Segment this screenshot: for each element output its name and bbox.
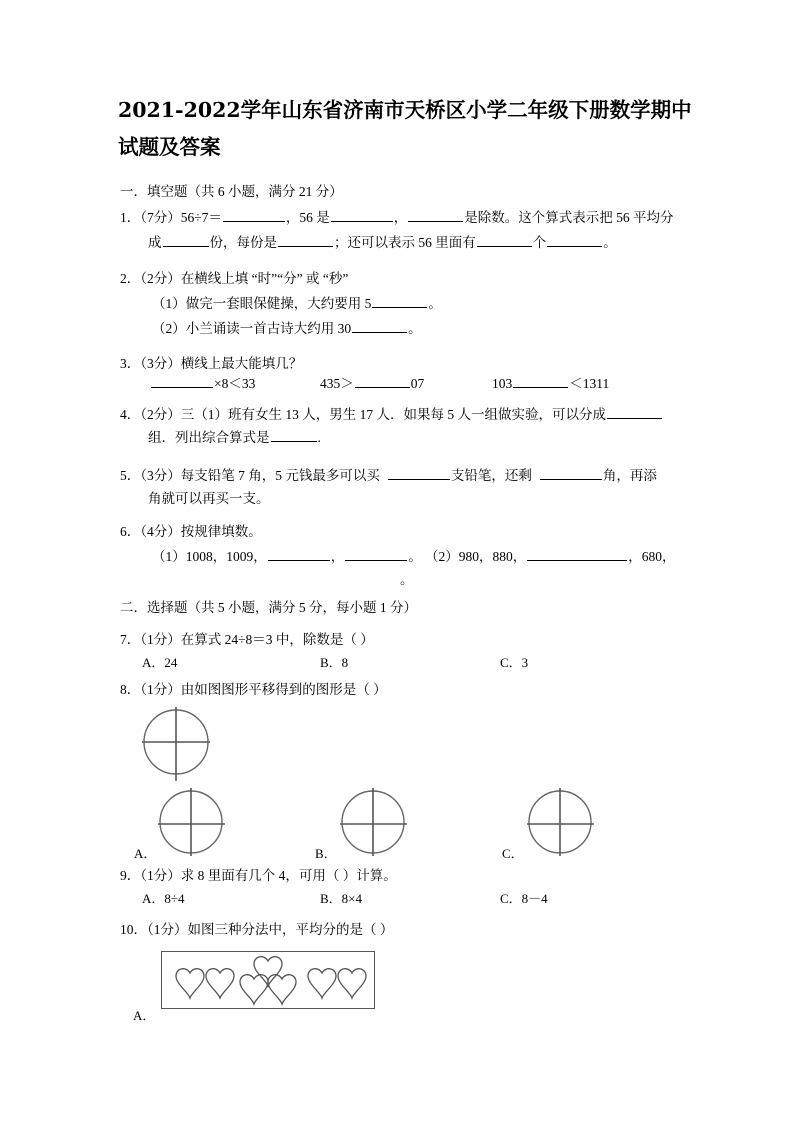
q1-text-i: 。: [603, 235, 617, 250]
q3-blank-2[interactable]: [355, 374, 410, 388]
question-6-sub-2: [425, 545, 676, 568]
question-7-option-c[interactable]: C．3: [500, 655, 529, 670]
q5-blank-2[interactable]: [540, 466, 602, 480]
section-heading-fill-in-blank: 一．填空题（共 6 小题，满分 21 分）: [120, 184, 343, 199]
q6-sub2-a: （2）980，880，: [425, 549, 527, 564]
q3-item2-pre: 435＞: [320, 376, 354, 391]
q6-sub1-a: （1）1008，1009，: [152, 549, 267, 564]
q5-text-c: 角，再添: [602, 468, 657, 483]
circle-cross-icon: [337, 788, 417, 860]
question-10-stem: 10．（1分）如图三种分法中，平均分的是（ ）: [120, 922, 394, 937]
q3-item2-post: 07: [410, 376, 425, 391]
q5-text-b: 支铅笔，还剩: [450, 468, 532, 483]
circle-cross-icon: [138, 705, 224, 785]
q4-text-b: 组．列出综合算式是: [148, 430, 270, 445]
question-8-figure-c[interactable]: [524, 788, 604, 860]
question-7-option-a[interactable]: A．24: [142, 655, 178, 670]
question-8-option-label-b[interactable]: B．: [315, 846, 337, 861]
q1-blank-6[interactable]: [477, 233, 532, 247]
circle-cross-icon: [155, 788, 235, 860]
question-8-figure-a[interactable]: [155, 788, 235, 860]
question-9-stem: 9．（1分）求 8 里面有几个 4，可用（ ）计算。: [120, 868, 397, 883]
heart-groups-figure: [162, 952, 374, 1008]
question-5-line-1: [120, 464, 657, 487]
question-4-line-2: [148, 426, 321, 449]
question-4-line-1: [120, 403, 663, 426]
q6-sub2-b: ，680，: [628, 549, 676, 564]
question-3-item-2: [320, 372, 424, 395]
q6-blank-2[interactable]: [345, 547, 407, 561]
q6-blank-1[interactable]: [268, 547, 330, 561]
question-2-sub-2: [152, 317, 422, 340]
question-10-option-label-a[interactable]: A．: [133, 1008, 156, 1023]
q1-text-e: 成: [148, 235, 162, 250]
question-2-stem: 2．（2分）在横线上填 “时”“分” 或 “秒”: [120, 271, 349, 286]
q4-blank-1[interactable]: [607, 405, 662, 419]
question-8-stem: 8．（1分）由如图图形平移得到的图形是（ ）: [120, 682, 387, 697]
question-3-item-1: [150, 372, 255, 395]
question-8-option-label-a[interactable]: A．: [134, 846, 157, 861]
question-1-line-2: [148, 231, 617, 254]
q1-text-d: 是除数。这个算式表示把 56 平均分: [464, 210, 674, 225]
q1-blank-2[interactable]: [331, 208, 393, 222]
q1-text-g: ；还可以表示 56 里面有: [334, 235, 476, 250]
heart-icon: [206, 969, 234, 998]
q2-sub1-end: 。: [428, 296, 442, 311]
q2-sub1-text: （1）做完一套眼保健操，大约要用 5: [152, 296, 372, 311]
page-title: 2021-2022学年山东省济南市天桥区小学二年级下册数学期中试题及答案: [118, 98, 692, 159]
question-7-stem: 7．（1分）在算式 24÷8＝3 中，除数是（ ）: [120, 632, 374, 647]
q3-item3-pre: 103: [492, 376, 513, 391]
q1-text-a: 1．（7分）56÷7＝: [120, 210, 222, 225]
question-10-figure-box[interactable]: [161, 951, 375, 1009]
q1-text-h: 个: [532, 235, 547, 250]
q3-item3-post: ＜1311: [569, 376, 610, 391]
question-9-option-b[interactable]: B．8×4: [320, 891, 363, 906]
q1-blank-5[interactable]: [278, 233, 333, 247]
q3-item1-text: ×8＜33: [214, 376, 256, 391]
question-2-sub-1: [152, 292, 442, 315]
q2-sub2-text: （2）小兰诵读一首古诗大约用 30: [152, 321, 352, 336]
question-1-line-1: [120, 206, 674, 229]
question-8-reference-figure: [138, 705, 224, 785]
section-heading-multiple-choice: 二．选择题（共 5 小题，满分 5 分，每小题 1 分）: [120, 600, 417, 615]
q6-sub1-b: ，: [330, 549, 345, 564]
q1-blank-7[interactable]: [547, 233, 602, 247]
question-6-sub-1: [152, 545, 422, 568]
q1-text-b: ，56 是: [285, 210, 330, 225]
q1-text-c: ，: [393, 210, 408, 225]
question-8-figure-b[interactable]: [337, 788, 417, 860]
question-9-option-a[interactable]: A．8÷4: [142, 891, 185, 906]
circle-cross-icon: [524, 788, 604, 860]
question-3-stem: 3．（3分）横线上最大能填几？: [120, 356, 303, 371]
question-5-line-2: 角就可以再买一支。: [148, 491, 270, 506]
question-9-option-c[interactable]: C．8－4: [500, 891, 548, 906]
q3-blank-1[interactable]: [151, 374, 213, 388]
q1-blank-3[interactable]: [408, 208, 463, 222]
q1-text-f: 份，每份是: [209, 235, 277, 250]
q4-text-a: 4．（2分）三（1）班有女生 13 人，男生 17 人．如果每 5 人一组做实验，可以分成: [120, 407, 606, 422]
q2-blank-1[interactable]: [372, 294, 427, 308]
q4-text-c: .: [317, 430, 321, 445]
q5-text-a: 5．（3分）每支铅笔 7 角，5 元钱最多可以买: [120, 468, 380, 483]
heart-icon: [308, 969, 336, 998]
q2-blank-2[interactable]: [352, 319, 407, 333]
q6-blank-3[interactable]: [527, 547, 627, 561]
question-6-sub-2-end: 。: [400, 572, 414, 587]
q2-sub2-end: 。: [408, 321, 422, 336]
q5-blank-1[interactable]: [388, 466, 450, 480]
q6-sub1-c: 。: [408, 549, 422, 564]
question-8-option-label-c[interactable]: C．: [502, 846, 524, 861]
question-6-stem: 6．（4分）按规律填数。: [120, 524, 262, 539]
heart-icon: [338, 969, 366, 998]
heart-icon: [176, 969, 204, 998]
q3-blank-3[interactable]: [513, 374, 568, 388]
q4-blank-2[interactable]: [271, 428, 317, 442]
q1-blank-4[interactable]: [163, 233, 209, 247]
q1-blank-1[interactable]: [223, 208, 285, 222]
question-7-option-b[interactable]: B．8: [320, 655, 349, 670]
question-3-item-3: [492, 372, 609, 395]
